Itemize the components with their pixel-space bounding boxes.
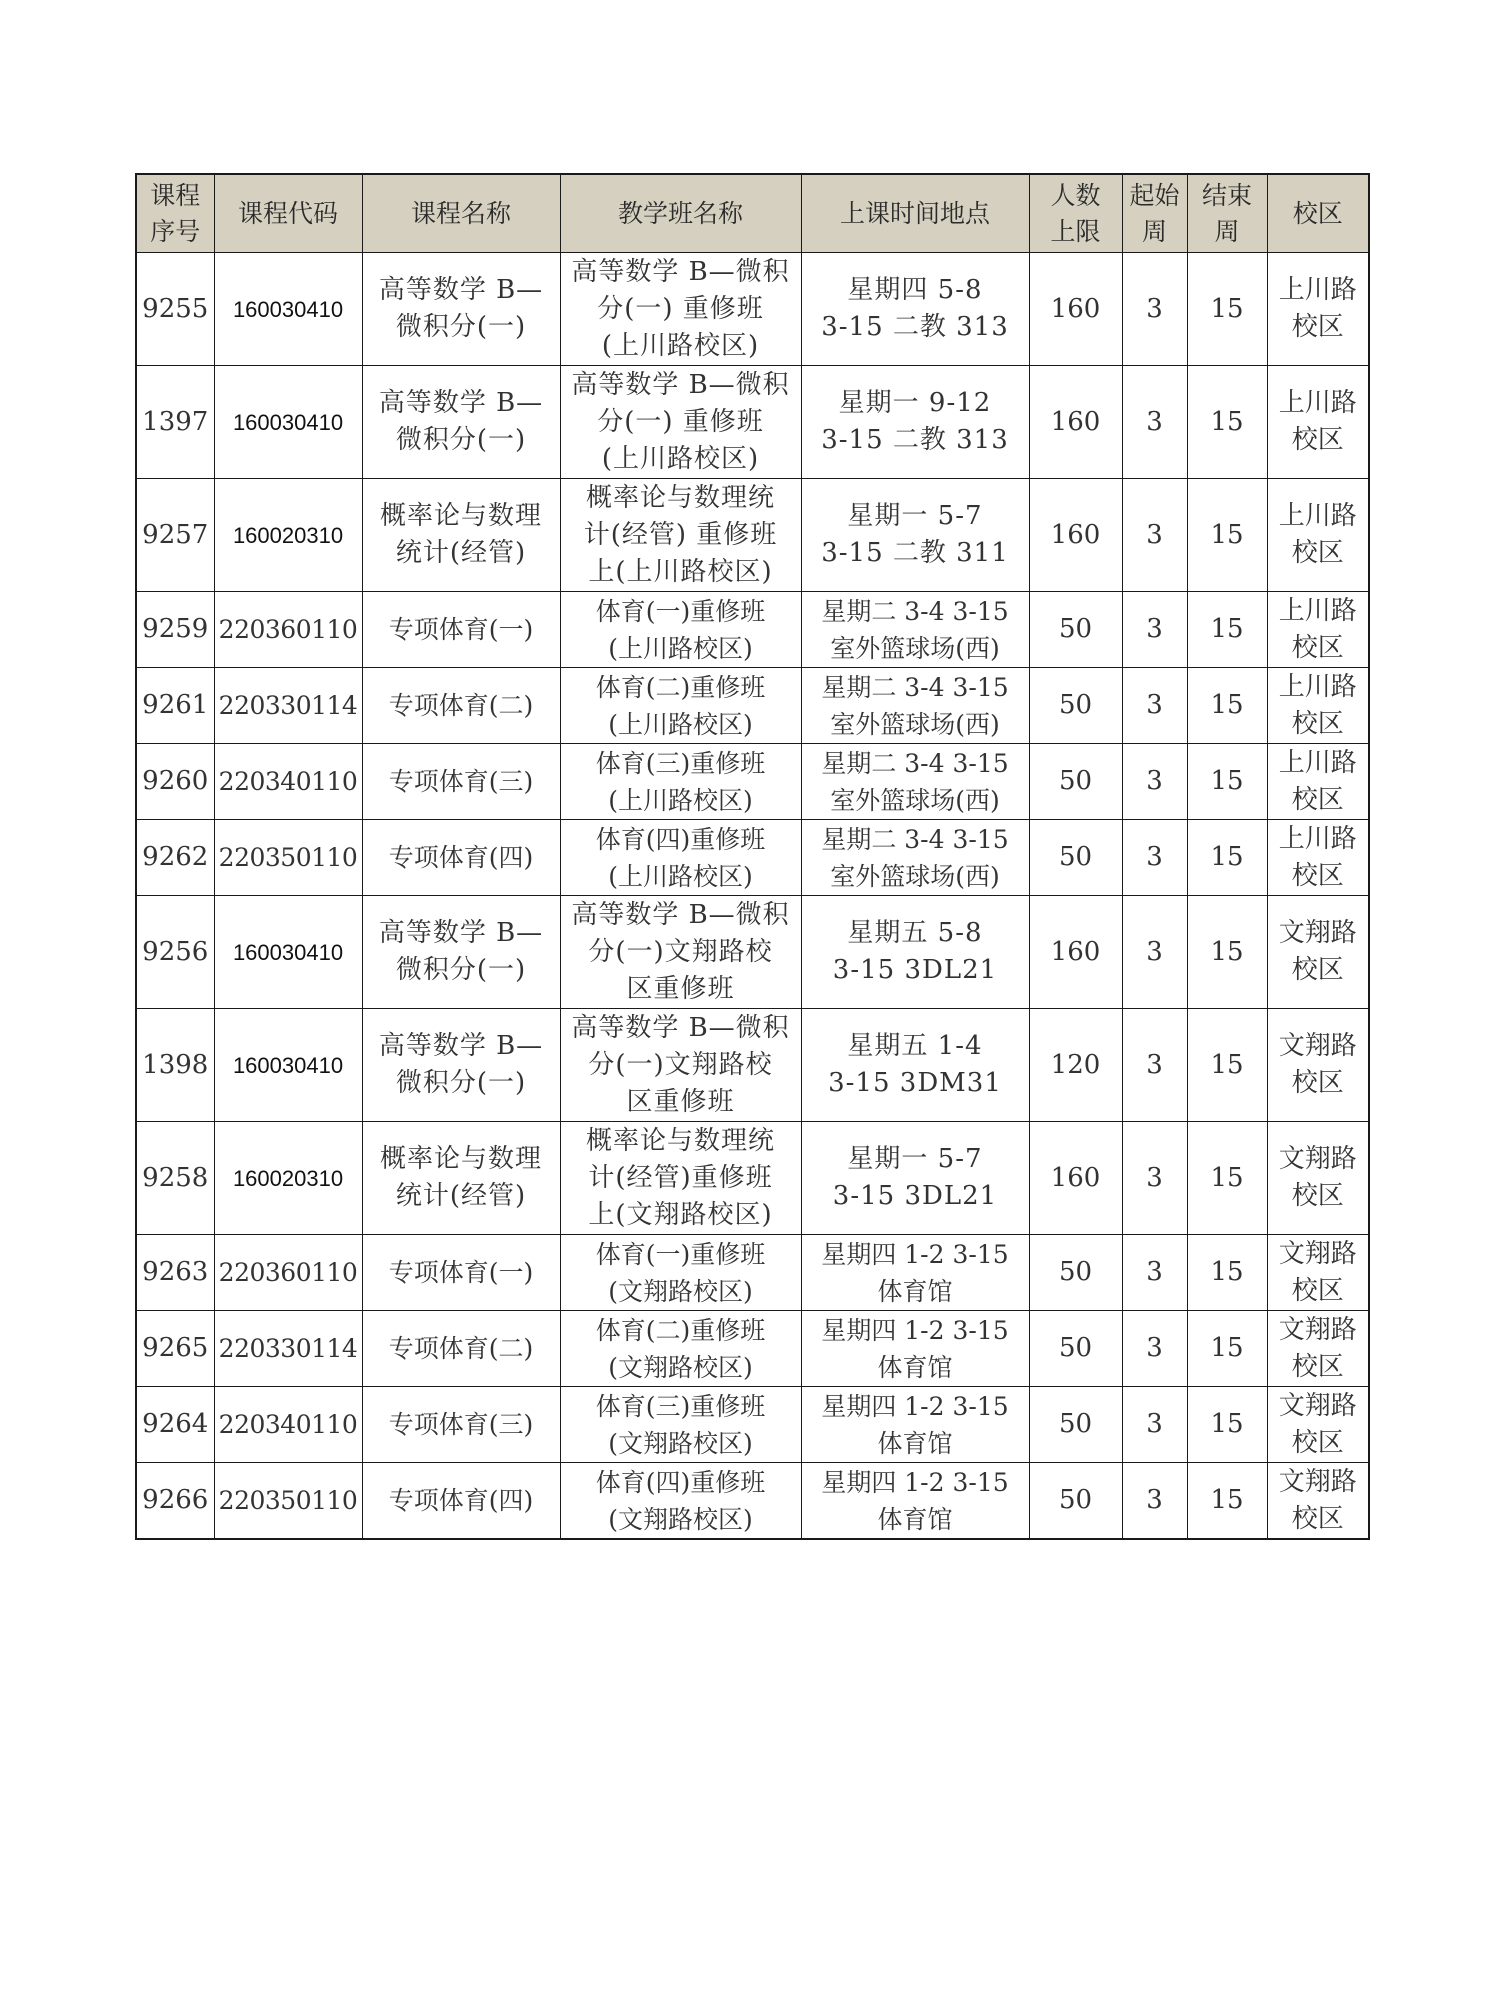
limit-cell: 50: [1029, 1463, 1122, 1540]
class-name-cell: 体育(三)重修班 (文翔路校区): [560, 1387, 801, 1463]
time-place-cell: 星期四 1-2 3-15 体育馆: [801, 1387, 1029, 1463]
code-cell: 220330114: [214, 668, 362, 744]
limit-cell: 50: [1029, 1235, 1122, 1311]
time-place-cell: 星期五 5-8 3-15 3DL21: [801, 896, 1029, 1009]
course-name-cell: 专项体育(一): [362, 1235, 560, 1311]
limit-cell: 160: [1029, 366, 1122, 479]
end-week-cell: 15: [1187, 668, 1267, 744]
time-place-cell: 星期四 1-2 3-15 体育馆: [801, 1463, 1029, 1540]
class-name-cell: 高等数学 B—微积 分(一)文翔路校 区重修班: [560, 1009, 801, 1122]
course-name-cell: 高等数学 B— 微积分(一): [362, 366, 560, 479]
header-start-week: 起始 周: [1122, 174, 1187, 253]
limit-cell: 160: [1029, 253, 1122, 366]
table-row: [136, 820, 1369, 896]
end-week-cell: 15: [1187, 1311, 1267, 1387]
course-name-cell: 概率论与数理 统计(经管): [362, 1122, 560, 1235]
end-week-cell: 15: [1187, 366, 1267, 479]
seq-cell: 9263: [136, 1235, 214, 1311]
limit-cell: 160: [1029, 1122, 1122, 1235]
header-class-name: 教学班名称: [560, 174, 801, 253]
code-cell: 160030410: [214, 1009, 362, 1122]
time-place-cell: 星期四 1-2 3-15 体育馆: [801, 1235, 1029, 1311]
start-week-cell: 3: [1122, 896, 1187, 1009]
table-row: [136, 896, 1369, 1009]
course-name-cell: 专项体育(一): [362, 592, 560, 668]
code-cell: 160030410: [214, 896, 362, 1009]
code-cell: 220340110: [214, 1387, 362, 1463]
start-week-cell: 3: [1122, 1009, 1187, 1122]
time-place-cell: 星期二 3-4 3-15 室外篮球场(西): [801, 744, 1029, 820]
campus-cell: 上川路 校区: [1267, 479, 1369, 592]
start-week-cell: 3: [1122, 253, 1187, 366]
limit-cell: 160: [1029, 479, 1122, 592]
campus-cell: 文翔路 校区: [1267, 1387, 1369, 1463]
course-name-cell: 高等数学 B— 微积分(一): [362, 253, 560, 366]
limit-cell: 50: [1029, 1311, 1122, 1387]
campus-cell: 文翔路 校区: [1267, 896, 1369, 1009]
class-name-cell: 体育(一)重修班 (文翔路校区): [560, 1235, 801, 1311]
seq-cell: 9259: [136, 592, 214, 668]
seq-cell: 9266: [136, 1463, 214, 1540]
end-week-cell: 15: [1187, 479, 1267, 592]
campus-cell: 上川路 校区: [1267, 744, 1369, 820]
limit-cell: 50: [1029, 1387, 1122, 1463]
end-week-cell: 15: [1187, 592, 1267, 668]
start-week-cell: 3: [1122, 366, 1187, 479]
header-end-week: 结束 周: [1187, 174, 1267, 253]
campus-cell: 文翔路 校区: [1267, 1311, 1369, 1387]
time-place-cell: 星期一 5-7 3-15 二教 311: [801, 479, 1029, 592]
class-name-cell: 高等数学 B—微积 分(一)文翔路校 区重修班: [560, 896, 801, 1009]
course-name-cell: 高等数学 B— 微积分(一): [362, 1009, 560, 1122]
time-place-cell: 星期二 3-4 3-15 室外篮球场(西): [801, 820, 1029, 896]
campus-cell: 上川路 校区: [1267, 592, 1369, 668]
time-place-cell: 星期二 3-4 3-15 室外篮球场(西): [801, 668, 1029, 744]
class-name-cell: 概率论与数理统 计(经管) 重修班 上(上川路校区): [560, 479, 801, 592]
code-cell: 160030410: [214, 253, 362, 366]
class-name-cell: 体育(一)重修班 (上川路校区): [560, 592, 801, 668]
start-week-cell: 3: [1122, 668, 1187, 744]
start-week-cell: 3: [1122, 479, 1187, 592]
header-limit: 人数 上限: [1029, 174, 1122, 253]
end-week-cell: 15: [1187, 1122, 1267, 1235]
course-name-cell: 专项体育(三): [362, 744, 560, 820]
seq-cell: 9261: [136, 668, 214, 744]
class-name-cell: 体育(四)重修班 (上川路校区): [560, 820, 801, 896]
table-row: [136, 366, 1369, 479]
start-week-cell: 3: [1122, 1387, 1187, 1463]
seq-cell: 9257: [136, 479, 214, 592]
table-header-row: [136, 174, 1369, 253]
retake-course-table: [135, 173, 1370, 1540]
seq-cell: 9265: [136, 1311, 214, 1387]
class-name-cell: 高等数学 B—微积 分(一) 重修班 (上川路校区): [560, 366, 801, 479]
end-week-cell: 15: [1187, 1009, 1267, 1122]
limit-cell: 50: [1029, 668, 1122, 744]
seq-cell: 9264: [136, 1387, 214, 1463]
end-week-cell: 15: [1187, 253, 1267, 366]
code-cell: 220340110: [214, 744, 362, 820]
course-name-cell: 专项体育(二): [362, 668, 560, 744]
time-place-cell: 星期四 1-2 3-15 体育馆: [801, 1311, 1029, 1387]
limit-cell: 50: [1029, 592, 1122, 668]
code-cell: 220360110: [214, 1235, 362, 1311]
header-code: 课程代码: [214, 174, 362, 253]
table-row: [136, 1122, 1369, 1235]
start-week-cell: 3: [1122, 744, 1187, 820]
table-body: [136, 253, 1369, 1540]
seq-cell: 9262: [136, 820, 214, 896]
seq-cell: 9256: [136, 896, 214, 1009]
time-place-cell: 星期一 5-7 3-15 3DL21: [801, 1122, 1029, 1235]
time-place-cell: 星期五 1-4 3-15 3DM31: [801, 1009, 1029, 1122]
course-name-cell: 高等数学 B— 微积分(一): [362, 896, 560, 1009]
campus-cell: 上川路 校区: [1267, 668, 1369, 744]
campus-cell: 文翔路 校区: [1267, 1122, 1369, 1235]
seq-cell: 9260: [136, 744, 214, 820]
header-campus: 校区: [1267, 174, 1369, 253]
code-cell: 160020310: [214, 479, 362, 592]
table-row: [136, 1235, 1369, 1311]
seq-cell: 1398: [136, 1009, 214, 1122]
limit-cell: 160: [1029, 896, 1122, 1009]
code-cell: 220360110: [214, 592, 362, 668]
class-name-cell: 体育(三)重修班 (上川路校区): [560, 744, 801, 820]
class-name-cell: 体育(二)重修班 (上川路校区): [560, 668, 801, 744]
course-name-cell: 专项体育(四): [362, 1463, 560, 1540]
class-name-cell: 体育(二)重修班 (文翔路校区): [560, 1311, 801, 1387]
end-week-cell: 15: [1187, 1463, 1267, 1540]
table-row: [136, 1009, 1369, 1122]
code-cell: 160020310: [214, 1122, 362, 1235]
end-week-cell: 15: [1187, 1235, 1267, 1311]
code-cell: 160030410: [214, 366, 362, 479]
campus-cell: 文翔路 校区: [1267, 1235, 1369, 1311]
class-name-cell: 高等数学 B—微积 分(一) 重修班 (上川路校区): [560, 253, 801, 366]
course-name-cell: 专项体育(四): [362, 820, 560, 896]
header-time-place: 上课时间地点: [801, 174, 1029, 253]
campus-cell: 文翔路 校区: [1267, 1463, 1369, 1540]
end-week-cell: 15: [1187, 744, 1267, 820]
end-week-cell: 15: [1187, 896, 1267, 1009]
course-name-cell: 专项体育(二): [362, 1311, 560, 1387]
limit-cell: 50: [1029, 744, 1122, 820]
code-cell: 220330114: [214, 1311, 362, 1387]
table-row: [136, 479, 1369, 592]
class-name-cell: 体育(四)重修班 (文翔路校区): [560, 1463, 801, 1540]
table-row: [136, 668, 1369, 744]
start-week-cell: 3: [1122, 1311, 1187, 1387]
table-row: [136, 1463, 1369, 1540]
table-row: [136, 744, 1369, 820]
header-seq: 课程 序号: [136, 174, 214, 253]
campus-cell: 上川路 校区: [1267, 253, 1369, 366]
campus-cell: 文翔路 校区: [1267, 1009, 1369, 1122]
limit-cell: 120: [1029, 1009, 1122, 1122]
time-place-cell: 星期四 5-8 3-15 二教 313: [801, 253, 1029, 366]
course-name-cell: 概率论与数理 统计(经管): [362, 479, 560, 592]
start-week-cell: 3: [1122, 592, 1187, 668]
limit-cell: 50: [1029, 820, 1122, 896]
start-week-cell: 3: [1122, 820, 1187, 896]
campus-cell: 上川路 校区: [1267, 820, 1369, 896]
seq-cell: 9258: [136, 1122, 214, 1235]
table-row: [136, 1387, 1369, 1463]
seq-cell: 9255: [136, 253, 214, 366]
table-row: [136, 1311, 1369, 1387]
code-cell: 220350110: [214, 1463, 362, 1540]
time-place-cell: 星期二 3-4 3-15 室外篮球场(西): [801, 592, 1029, 668]
time-place-cell: 星期一 9-12 3-15 二教 313: [801, 366, 1029, 479]
course-name-cell: 专项体育(三): [362, 1387, 560, 1463]
start-week-cell: 3: [1122, 1463, 1187, 1540]
header-course-name: 课程名称: [362, 174, 560, 253]
table-row: [136, 253, 1369, 366]
campus-cell: 上川路 校区: [1267, 366, 1369, 479]
class-name-cell: 概率论与数理统 计(经管)重修班 上(文翔路校区): [560, 1122, 801, 1235]
end-week-cell: 15: [1187, 820, 1267, 896]
end-week-cell: 15: [1187, 1387, 1267, 1463]
start-week-cell: 3: [1122, 1235, 1187, 1311]
start-week-cell: 3: [1122, 1122, 1187, 1235]
table-row: [136, 592, 1369, 668]
seq-cell: 1397: [136, 366, 214, 479]
code-cell: 220350110: [214, 820, 362, 896]
